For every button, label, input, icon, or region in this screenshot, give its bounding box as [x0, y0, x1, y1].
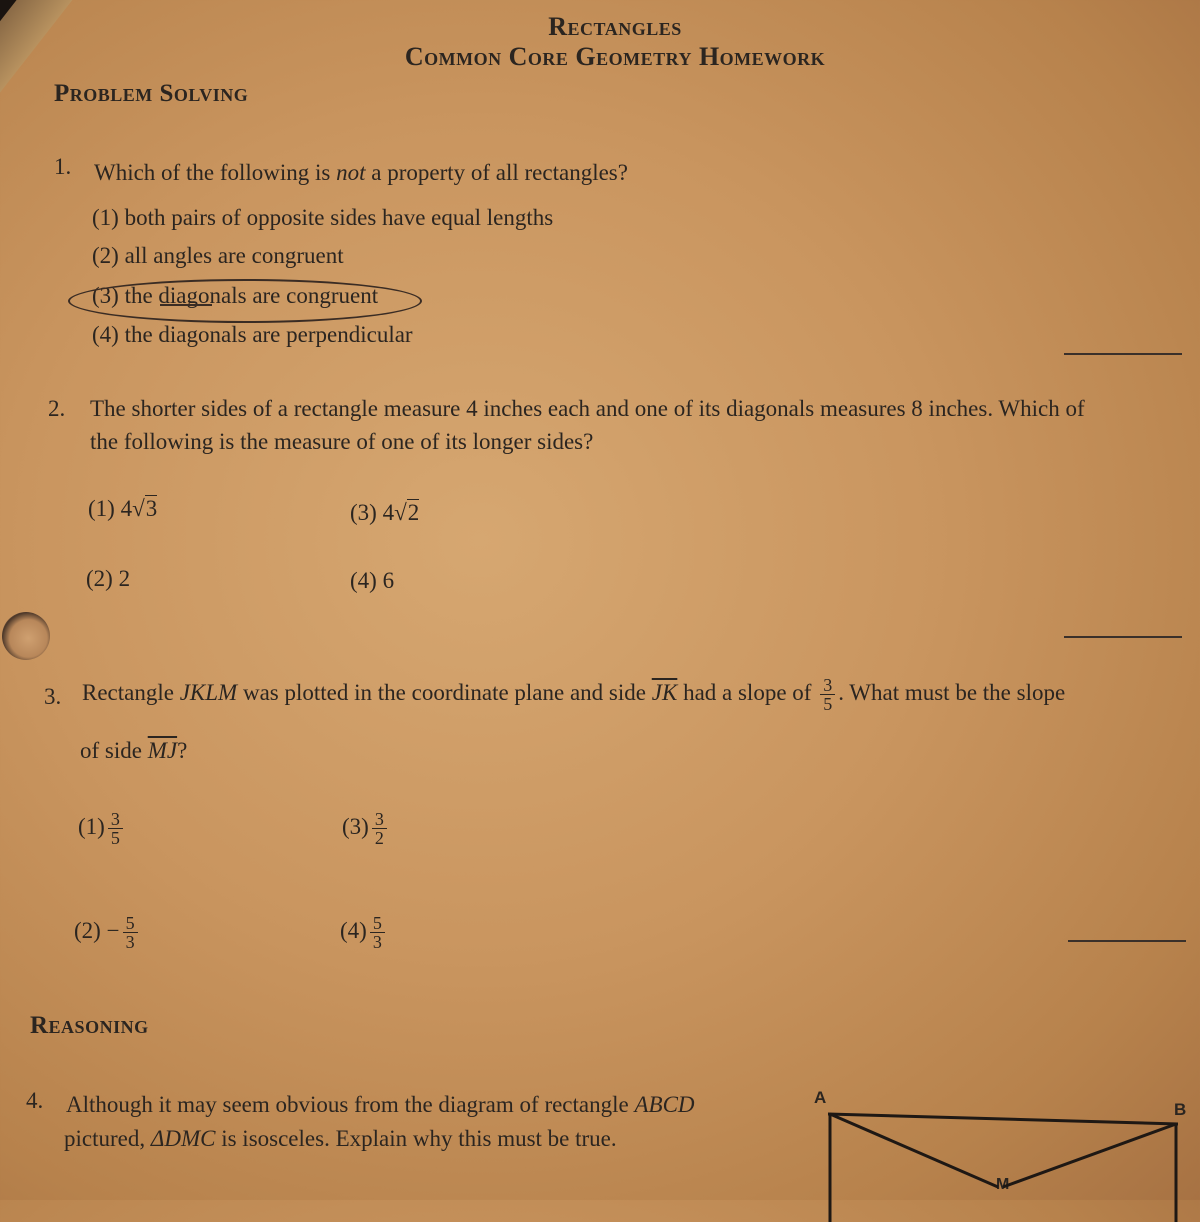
- q3-option-4: [340, 914, 388, 951]
- q1-option-3: (3) the diagonals are congruent: [92, 283, 379, 308]
- q3-side-mj: $\overline{MJ}$: [147, 738, 178, 763]
- q2-stem-line2: the following is the measure of one of its longer sides?: [90, 429, 594, 454]
- q3-option-1: [78, 810, 126, 847]
- q1-answer-line: [1064, 353, 1182, 355]
- q3-option-3-label: (3): [342, 813, 369, 839]
- q3-slope-fraction: [820, 676, 835, 713]
- q4-number: 4.: [26, 1088, 44, 1113]
- q3-rect-name: JKLM: [179, 680, 238, 705]
- q3-slope-den: 5: [823, 694, 833, 715]
- segment-bm: [1003, 1124, 1176, 1187]
- q3-option-1-den: 5: [110, 828, 120, 848]
- q3-text-b: was plotted in the coordinate plane and side: [237, 680, 652, 705]
- q3-option-1-fraction: [108, 810, 123, 847]
- q4-stem-line1: [66, 1088, 695, 1121]
- q3-option-4-label: (4): [340, 917, 367, 943]
- q3-stem-line1: [82, 676, 1065, 713]
- section-problem-solving: Problem Solving: [54, 80, 249, 107]
- q3-option-3-fraction: [372, 810, 387, 847]
- q4-line2-a: pictured,: [64, 1126, 151, 1151]
- q2-option-1-label: (1) 4: [88, 496, 133, 521]
- punch-hole: [2, 612, 50, 660]
- q3-number: 3.: [44, 684, 62, 709]
- q1-stem-emph: not: [336, 160, 366, 185]
- vertex-label-a: A: [814, 1088, 827, 1107]
- q3-option-4-fraction: [370, 914, 385, 951]
- q3-line2-a: of side: [80, 738, 148, 763]
- q1-option-4: (4) the diagonals are perpendicular: [92, 322, 413, 347]
- q1-number: 1.: [54, 154, 72, 179]
- q4-rect-name: ABCD: [634, 1092, 695, 1117]
- q4-line2-b: is isosceles. Explain why this must be true.: [215, 1126, 617, 1151]
- q3-text-c: had a slope of: [677, 680, 818, 705]
- page-subtitle: Common Core Geometry Homework: [404, 42, 826, 71]
- q4-line1-a: Although it may seem obvious from the diagram of rectangle: [66, 1092, 635, 1117]
- q2-stem-line1: The shorter sides of a rectangle measure 4 inches each and one of its diagonals measures 8 inches. Which of: [90, 396, 1085, 421]
- q3-slope-num: 3: [820, 676, 835, 695]
- q3-side-jk: $\overline{JK}$: [651, 680, 678, 705]
- rectangle-diagram: [828, 1112, 1178, 1222]
- q2-option-4: (4) 6: [350, 568, 395, 593]
- q3-stem-line2: [80, 734, 187, 767]
- q3-line2-b: ?: [177, 738, 188, 763]
- q3-option-3-num: 3: [372, 810, 387, 829]
- q4-stem-line2: [64, 1122, 617, 1155]
- q3-option-1-label: (1): [78, 813, 105, 839]
- q3-option-2-label: (2): [74, 917, 101, 943]
- scribble-mark: [160, 286, 212, 306]
- q3-option-1-num: 3: [108, 810, 123, 829]
- q4-triangle: ΔDMC: [150, 1126, 216, 1151]
- q3-option-3: [342, 810, 390, 847]
- q3-option-2: [74, 914, 141, 951]
- q3-text-d: . What must be the slope: [838, 680, 1066, 705]
- q1-option-1: (1) both pairs of opposite sides have equal lengths: [92, 205, 554, 230]
- q1-stem: [94, 156, 628, 189]
- q3-option-2-num: 5: [123, 914, 138, 933]
- q3-option-3-den: 2: [374, 828, 384, 848]
- q2-option-1: (1) 4√3: [88, 496, 158, 521]
- q3-option-2-fraction: [123, 914, 138, 951]
- q2-answer-line: [1064, 636, 1182, 638]
- q2-option-3-radicand: 2: [407, 500, 420, 525]
- q2-number: 2.: [48, 396, 66, 421]
- q2-option-3: (3) 4√2: [350, 500, 420, 525]
- q2-option-2: (2) 2: [86, 566, 131, 591]
- q2-option-3-label: (3) 4: [350, 500, 395, 525]
- answer-circle-mark: [68, 279, 422, 323]
- side-ab: [828, 1114, 1178, 1124]
- q3-text-a: Rectangle: [82, 680, 180, 705]
- q1-stem-a: Which of the following is: [94, 160, 337, 185]
- q3-option-4-num: 5: [370, 914, 385, 933]
- q3-option-2-den: 3: [125, 932, 135, 952]
- vertex-label-b: B: [1174, 1100, 1187, 1119]
- q3-answer-line: [1068, 940, 1186, 942]
- q1-stem-b: a property of all rectangles?: [365, 160, 628, 185]
- segment-am: [830, 1114, 998, 1187]
- page-title: Rectangles: [548, 12, 682, 41]
- q1-option-2: (2) all angles are congruent: [92, 243, 344, 268]
- q2-option-1-radicand: 3: [145, 496, 158, 521]
- midpoint-label-m: M: [996, 1176, 1010, 1193]
- section-reasoning: Reasoning: [30, 1012, 149, 1039]
- q3-option-4-den: 3: [372, 932, 382, 952]
- q3-option-2-sign: −: [106, 917, 120, 943]
